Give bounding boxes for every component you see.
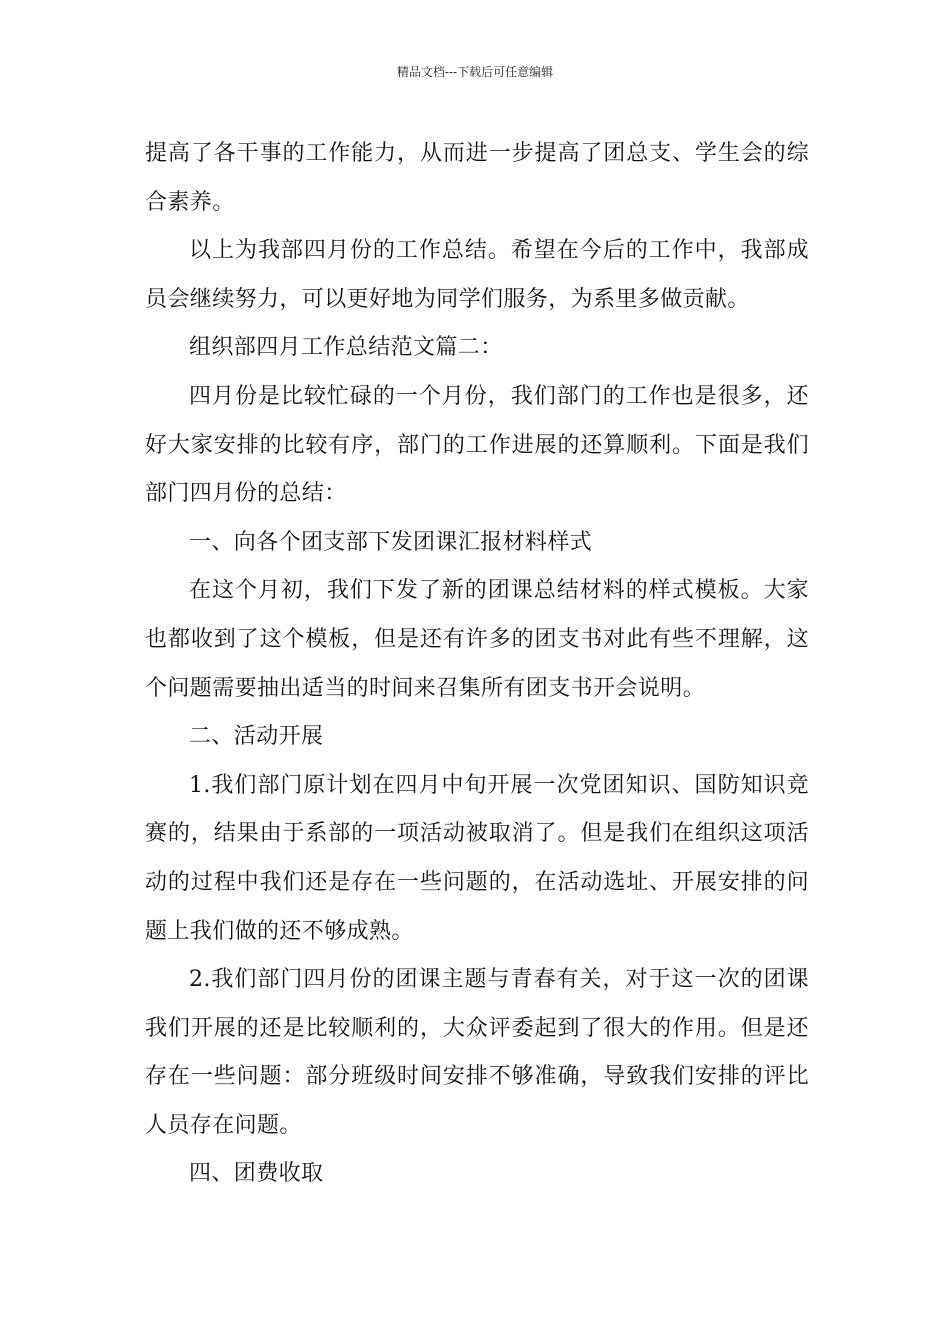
- paragraph: 四月份是比较忙碌的一个月份，我们部门的工作也是很多，还好大家安排的比较有序，部门的工作进展的还算顺利。下面是我们部门四月份的总结：: [145, 383, 809, 507]
- page-header: 精品文档---下载后可任意编辑: [396, 65, 554, 79]
- paragraph: 以上为我部四月份的工作总结。希望在今后的工作中，我部成员会继续努力，可以更好地为同学们服务，为系里多做贡献。: [145, 238, 809, 312]
- paragraph: 2.我们部门四月份的团课主题与青春有关，对于这一次的团课我们开展的还是比较顺利的，大众评委起到了很大的作用。但是还存在一些问题：部分班级时间安排不够准确，导致我们安排的评比人员存在问题。: [145, 967, 809, 1138]
- section-title: 组织部四月工作总结范文篇二：: [189, 335, 503, 361]
- section-heading: 一、向各个团支部下发团课汇报材料样式: [189, 529, 593, 555]
- paragraph: 提高了各干事的工作能力，从而进一步提高了团总支、学生会的综合素养。: [145, 141, 809, 215]
- paragraph: 在这个月初，我们下发了新的团课总结材料的样式模板。大家也都收到了这个模板，但是还有许多的团支书对此有些不理解，这个问题需要抽出适当的时间来召集所有团支书开会说明。: [145, 578, 809, 701]
- section-heading: 四、团费收取: [189, 1161, 324, 1187]
- document-body: [145, 130, 809, 1199]
- section-heading: 二、活动开展: [189, 724, 324, 750]
- paragraph: 1.我们部门原计划在四月中旬开展一次党团知识、国防知识竞赛的，结果由于系部的一项活动被取消了。但是我们在组织这项活动的过程中我们还是存在一些问题的，在活动选址、开展安排的问题上我们做的还不够成熟。: [145, 772, 809, 944]
